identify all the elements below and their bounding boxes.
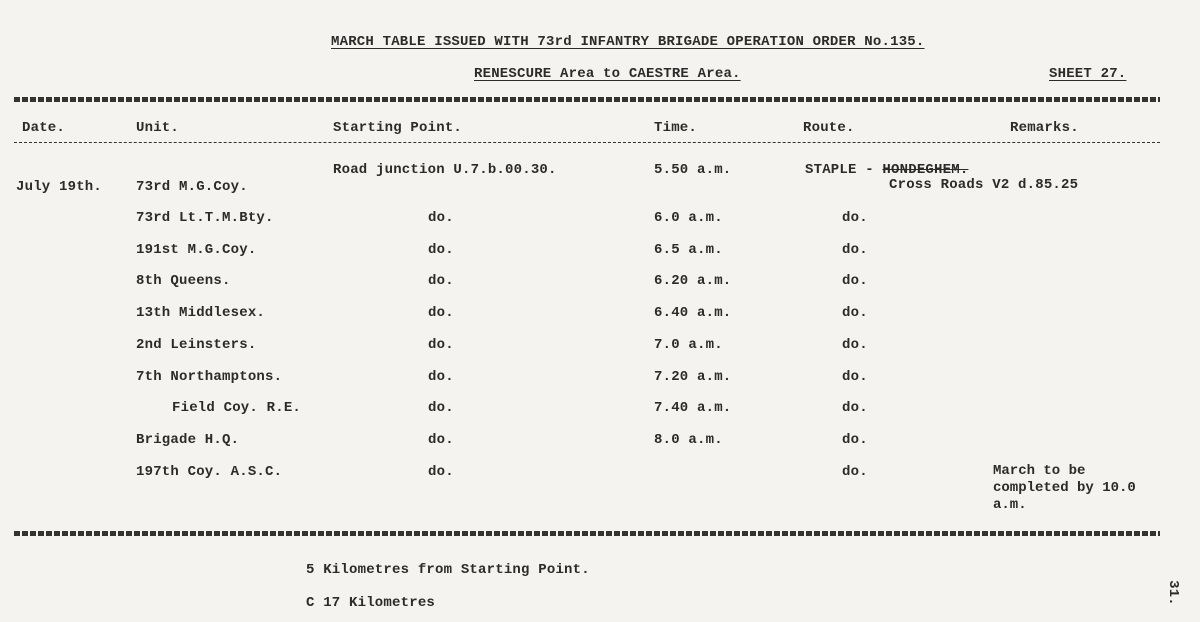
- first-remarks: Cross Roads V2 d.85.25: [889, 177, 1079, 193]
- document-subtitle: RENESCURE Area to CAESTRE Area.: [474, 66, 741, 82]
- document-title: MARCH TABLE ISSUED WITH 73rd INFANTRY BRIGADE OPERATION ORDER No.135.: [331, 34, 925, 50]
- row-time: 6.40 a.m.: [654, 305, 732, 321]
- row-route: do.: [842, 210, 868, 226]
- column-header-date: Date.: [22, 120, 66, 136]
- row-unit: 8th Queens.: [136, 273, 231, 289]
- row-starting-point: do.: [428, 273, 454, 289]
- row-unit: 73rd M.G.Coy.: [136, 179, 248, 195]
- column-header-unit: Unit.: [136, 120, 180, 136]
- row-route: do.: [842, 400, 868, 416]
- footer-note-total: C 17 Kilometres: [306, 595, 436, 611]
- header-rule: [14, 142, 1160, 143]
- row-starting-point: do.: [428, 210, 454, 226]
- column-header-starting-point: Starting Point.: [333, 120, 463, 136]
- row-starting-point: do.: [428, 400, 454, 416]
- row-route: do.: [842, 337, 868, 353]
- bottom-rule: [14, 531, 1160, 536]
- row-time: 8.0 a.m.: [654, 432, 723, 448]
- row-starting-point: do.: [428, 432, 454, 448]
- top-rule: [14, 97, 1160, 102]
- row-time: 7.0 a.m.: [654, 337, 723, 353]
- row-route: do.: [842, 273, 868, 289]
- row-unit: 191st M.G.Coy.: [136, 242, 257, 258]
- row-route: do.: [842, 432, 868, 448]
- date-cell: July 19th.: [16, 179, 103, 195]
- row-route: do.: [842, 369, 868, 385]
- row-unit: 2nd Leinsters.: [136, 337, 257, 353]
- row-unit: Brigade H.Q.: [136, 432, 240, 448]
- row-unit: 73rd Lt.T.M.Bty.: [136, 210, 274, 226]
- row-starting-point: do.: [428, 337, 454, 353]
- row-unit: 7th Northamptons.: [136, 369, 283, 385]
- row-unit: 13th Middlesex.: [136, 305, 266, 321]
- row-time: 6.5 a.m.: [654, 242, 723, 258]
- column-header-route: Route.: [803, 120, 855, 136]
- row-route: do.: [842, 242, 868, 258]
- footer-note-distance: 5 Kilometres from Starting Point.: [306, 562, 590, 578]
- row-starting-point: do.: [428, 242, 454, 258]
- row-time: 7.20 a.m.: [654, 369, 732, 385]
- row-time: 6.20 a.m.: [654, 273, 732, 289]
- row-unit: Field Coy. R.E.: [172, 400, 302, 416]
- final-remarks: March to be completed by 10.0 a.m.: [993, 463, 1136, 513]
- page-number: 31.: [1165, 580, 1182, 606]
- row-time: 6.0 a.m.: [654, 210, 723, 226]
- column-header-remarks: Remarks.: [1010, 120, 1079, 136]
- row-starting-point: do.: [428, 464, 454, 480]
- row-route: do.: [842, 464, 868, 480]
- row-route: do.: [842, 305, 868, 321]
- row-unit: 197th Coy. A.S.C.: [136, 464, 283, 480]
- first-starting-point: Road junction U.7.b.00.30.: [333, 162, 557, 178]
- row-time: 7.40 a.m.: [654, 400, 732, 416]
- column-header-time: Time.: [654, 120, 698, 136]
- route-prefix: STAPLE -: [805, 162, 883, 178]
- first-time: 5.50 a.m.: [654, 162, 732, 178]
- first-route: [805, 162, 968, 178]
- route-struck-text: HONDEGHEM.: [882, 162, 969, 178]
- sheet-number: SHEET 27.: [1049, 66, 1127, 82]
- row-starting-point: do.: [428, 369, 454, 385]
- row-starting-point: do.: [428, 305, 454, 321]
